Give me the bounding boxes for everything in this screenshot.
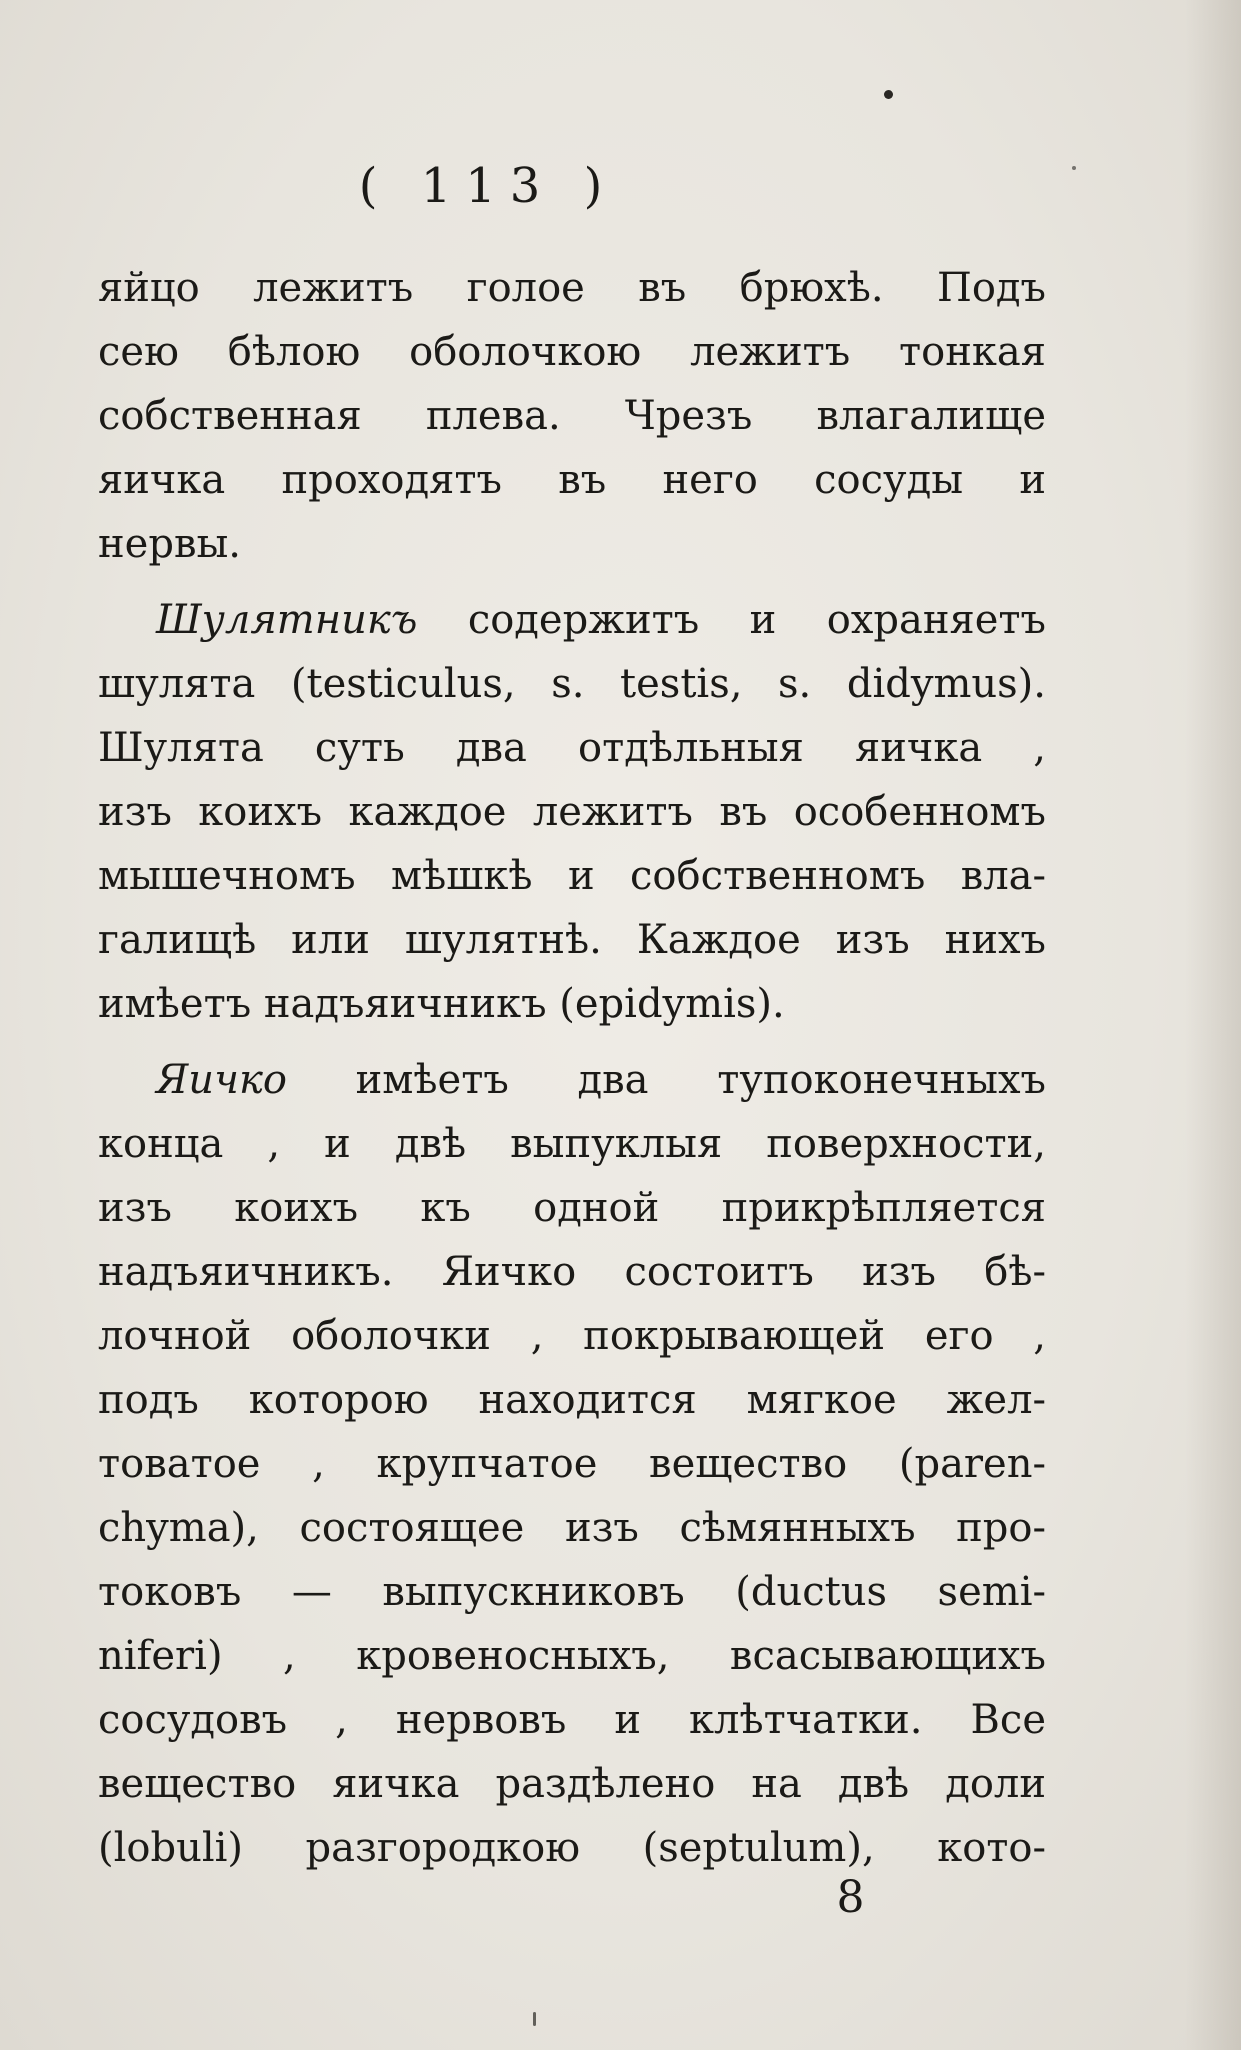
text-line: сею бѣлою оболочкою лежитъ тонкая <box>98 329 1046 375</box>
ink-spot <box>884 90 893 99</box>
text-line: (lobuli) разгородкою (septulum), кото- <box>98 1825 1046 1871</box>
text-line: токовъ — выпускниковъ (ductus semi- <box>98 1569 1046 1615</box>
signature-number: 8 <box>836 1872 865 1923</box>
body-text <box>98 256 1046 1880</box>
text-line <box>98 588 1046 652</box>
text-line: надъяичникъ. Яичко состоитъ изъ бѣ- <box>98 1249 1046 1295</box>
text-line: вещество яичка раздѣлено на двѣ доли <box>98 1761 1046 1807</box>
text-line: изъ коихъ къ одной прикрѣпляется <box>98 1185 1046 1231</box>
text-line: шулята (testiculus, s. testis, s. didymus). <box>98 661 1046 707</box>
text-line: niferi) , кровеносныхъ, всасывающихъ <box>98 1633 1046 1679</box>
page-header <box>0 158 1241 214</box>
text-line: лочной оболочки , покрывающей его , <box>98 1313 1046 1359</box>
text-line: имѣетъ надъяичникъ (epidymis). <box>98 981 785 1027</box>
text-line: Шулята суть два отдѣльныя яичка , <box>98 725 1046 771</box>
text-line: яичка проходятъ въ него сосуды и <box>98 457 1046 503</box>
text-line <box>98 1048 1046 1112</box>
text-line: мышечномъ мѣшкѣ и собственномъ вла- <box>98 853 1046 899</box>
text-line: подъ которою находится мягкое жел- <box>98 1377 1046 1423</box>
text-line: конца , и двѣ выпуклыя поверхности, <box>98 1121 1046 1167</box>
text-line: нервы. <box>98 521 242 567</box>
text-line: изъ коихъ каждое лежитъ въ особенномъ <box>98 789 1046 835</box>
text-line: яйцо лежитъ голое въ брюхѣ. Подъ <box>98 265 1046 311</box>
ink-spot <box>533 2012 536 2026</box>
signature-mark <box>0 1872 1241 1923</box>
text-line: товатое , крупчатое вещество (paren- <box>98 1441 1046 1487</box>
italic-term: Яичко <box>156 1057 287 1103</box>
text-run: имѣетъ два тупоконечныхъ <box>286 1057 1046 1103</box>
text-line: chyma), состоящее изъ сѣмянныхъ про- <box>98 1505 1046 1551</box>
italic-term: Шулятникъ <box>156 597 418 643</box>
text-line: собственная плева. Чрезъ влагалище <box>98 393 1046 439</box>
text-line: галищѣ или шулятнѣ. Каждое изъ нихъ <box>98 917 1046 963</box>
page-edge-shadow <box>1185 0 1241 2050</box>
text-line: сосудовъ , нервовъ и клѣтчатки. Все <box>98 1697 1046 1743</box>
text-run: содержитъ и охраняетъ <box>417 597 1046 643</box>
page-number: ( 113 ) <box>358 158 617 214</box>
